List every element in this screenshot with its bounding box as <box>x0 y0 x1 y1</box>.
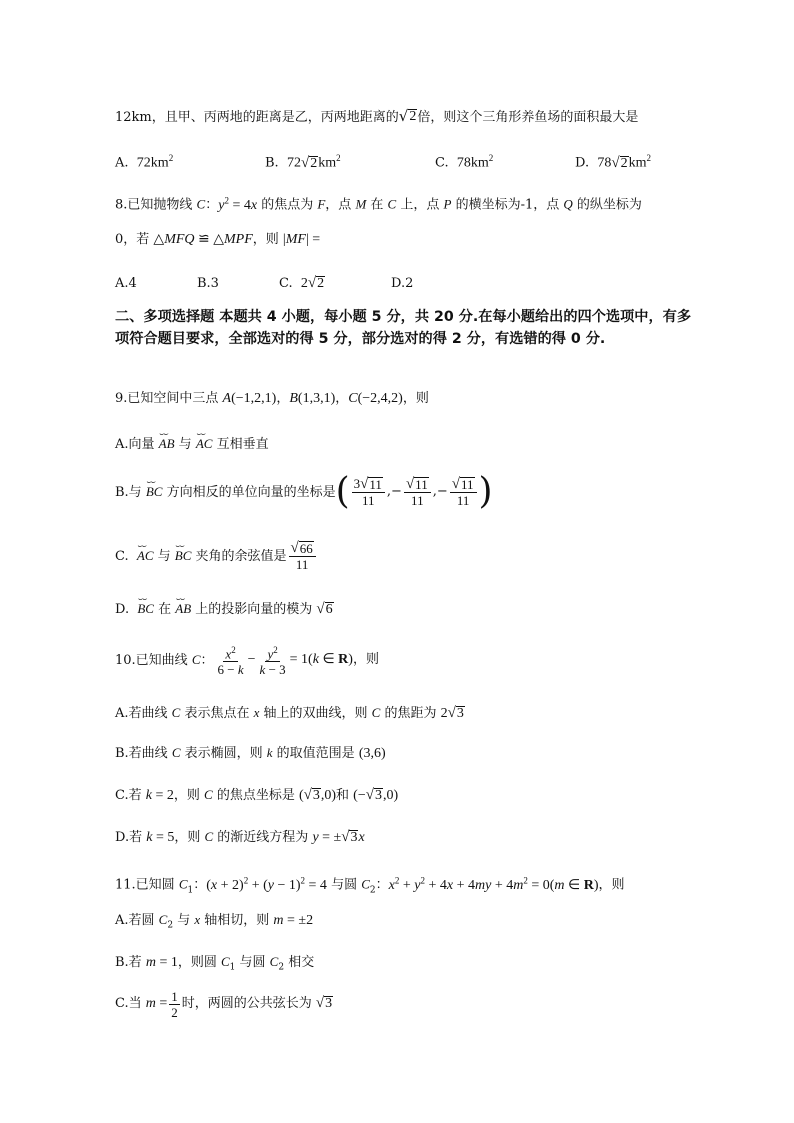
q9-option-a[interactable]: A.向量 ⌣⌣ AB 与 ⌣⌣ AC 互相垂直 <box>115 434 694 455</box>
q11-option-b[interactable]: B.若 m = 1，则圆 $C_1$ 与圆 $C_2$ 相交 <box>115 954 315 973</box>
q9-option-b[interactable]: B.与 ⌣⌣ BC 方向相反的单位向量的坐标是 ( 3 √ 11 11 ,− √ 11 11 ,− √ 11 11 ) <box>115 470 694 514</box>
q11-option-c[interactable]: C.当 m = $\frac{1}{2}$ 时，两圆的公共弦长为 √ 3 <box>115 988 333 1020</box>
option-a[interactable]: A.4 <box>115 276 137 291</box>
sqrt-2: √ 2 <box>398 107 417 125</box>
fraction: 3 √ 11 11 <box>352 476 385 508</box>
q8-stem-line1: 8.已知抛物线 C：$y^2 = 4x$ 的焦点为 F，点 M 在 C 上，点 P 的横坐标为-1，点 Q 的纵坐标为 <box>115 195 642 213</box>
q10-option-d[interactable]: D.若 k = 5，则 C 的渐近线方程为 y = ± √ 3 x <box>115 829 365 845</box>
q10-option-b[interactable]: B.若曲线 C 表示椭圆，则 k 的取值范围是 (3,6) <box>115 745 386 761</box>
q7-text-a: 12km，且甲、丙两地的距离是乙，丙两地距离的 <box>115 110 399 125</box>
q9-option-c[interactable]: C. ⌣⌣ AC 与 ⌣⌣ BC 夹角的余弦值是 √ 66 11 <box>115 536 694 576</box>
option-d[interactable]: D.2 <box>391 276 414 291</box>
q8-stem-line2: 0，若 △MFQ ≌ △MPF，则 |MF| = <box>115 232 321 247</box>
section-heading: 二、多项选择题 本题共 4 小题，每小题 5 分，共 20 分.在每小题给出的四个选项中，有多项符合题目要求，全部选对的得 5 分，部分选对的得 2 分，有选错的得 0 分. <box>115 309 692 347</box>
q10-option-c[interactable]: C.若 k = 2，则 C 的焦点坐标是 ( √ 3 ,0)和 (− √ 3 ,0) <box>115 787 399 803</box>
fraction: √ 66 11 <box>289 540 316 572</box>
q10-stem: 10.已知曲线 C： $\frac{x^2}{6 - k}$ − $\frac{y^2}{k - 3}$ = 1(k ∈ R) ，则 <box>115 644 379 678</box>
q10-option-a[interactable]: A.若曲线 C 表示焦点在 x 轴上的双曲线，则 C 的焦距为 2 √ 3 <box>115 705 464 721</box>
fraction: √ 11 11 <box>404 476 431 508</box>
q8-options <box>115 274 694 294</box>
option-c[interactable]: C. 2√2 <box>279 275 325 291</box>
q9-option-d[interactable]: D. ⌣⌣ BC 在 ⌣⌣ AB 上的投影向量的模为 √ 6 <box>115 599 694 620</box>
option-d[interactable]: D. $78√2km^2$ <box>575 153 651 171</box>
fraction: √ 11 11 <box>450 476 477 508</box>
option-c[interactable]: C. $78km^2$ <box>435 153 494 171</box>
option-a[interactable]: A. $72km^2$ <box>115 153 174 171</box>
q7-continuation <box>115 108 694 128</box>
q7-options <box>115 148 694 174</box>
q9-stem: 9.已知空间中三点 A(−1,2,1)，B(1,3,1)，C(−2,4,2)，则 <box>115 391 429 406</box>
option-b[interactable]: B.3 <box>197 276 219 291</box>
q7-text-b: 倍，则这个三角形养鱼场的面积最大是 <box>417 110 639 125</box>
option-b[interactable]: B. $72√2km^2$ <box>265 153 341 171</box>
q11-stem: 11.已知圆 $C_1$：$(x + 2)^2 + (y - 1)^2 = 4$ 与圆 $C_2$：$x^2 + y^2 + 4x + 4my + 4m^2 = 0(m$ ∈ R)，则 <box>115 875 625 896</box>
q11-option-a[interactable]: A.若圆 $C_2$ 与 x 轴相切，则 m = ±2 <box>115 912 314 931</box>
